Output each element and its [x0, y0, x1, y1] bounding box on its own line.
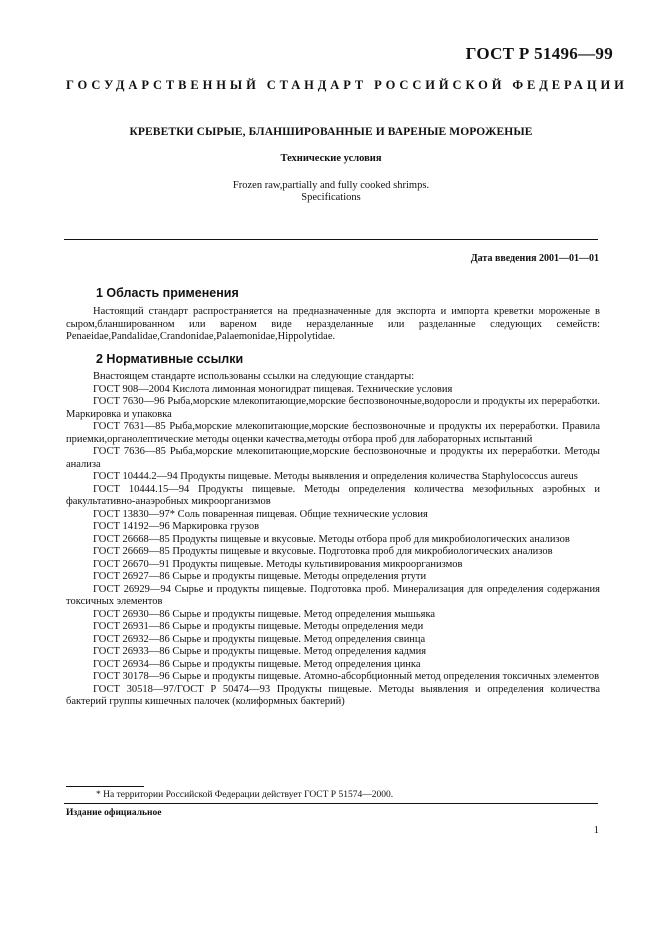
- reference-item: ГОСТ 10444.2—94 Продукты пищевые. Методы выявления и определения количества Staphylococcus aureus: [93, 471, 578, 482]
- section-1-text: Настоящий стандарт распространяется на предназначенные для экспорта и импорта креветки мороженые в сыром,бланшированном или вареном виде неразделанные или разделанные следующих семейств: Penaeidae,Pandalidae,Crandonidae,Palaemonidae,Hippolytidae.: [66, 306, 600, 342]
- footnote-divider: [66, 786, 144, 787]
- english-title-line2: Specifications: [301, 192, 361, 203]
- reference-item: ГОСТ 26669—85 Продукты пищевые и вкусовые. Подготовка проб для микробиологических анализов: [93, 546, 553, 557]
- reference-item: ГОСТ 26927—86 Сырье и продукты пищевые. Методы определения ртути: [93, 571, 427, 582]
- reference-item: ГОСТ 908—2004 Кислота лимонная моногидрат пищевая. Технические условия: [93, 383, 453, 395]
- english-title: [66, 180, 596, 204]
- section-1-heading: 1 Область применения: [96, 286, 239, 300]
- reference-item: ГОСТ 13830—97* Соль поваренная пищевая. Общие технические условия: [93, 508, 428, 520]
- references-intro: Внастоящем стандарте использованы ссылки на следующие стандарты:: [93, 371, 415, 382]
- reference-item: ГОСТ 26668—85 Продукты пищевые и вкусовые. Методы отбора проб для микробиологических анализов: [93, 533, 570, 545]
- reference-item: ГОСТ 26929—94 Сырье и продукты пищевые. Подготовка проб. Минерализация для определения содержания токсичных элементов: [66, 583, 600, 607]
- section-2-heading: 2 Нормативные ссылки: [96, 352, 244, 366]
- reference-item: ГОСТ 26932—86 Сырье и продукты пищевые. Метод определения свинца: [93, 633, 426, 645]
- reference-item: ГОСТ 10444.15—94 Продукты пищевые. Методы определения количества мезофильных аэробных и факультативно-анаэробных микроорганизмов: [66, 483, 600, 507]
- reference-item: ГОСТ 7636—85 Рыба,морские млекопитающие,морские беспозвоночные и продукты их переработки. Методы анализа: [66, 446, 600, 470]
- state-standard-banner: ГОСУДАРСТВЕННЫЙ СТАНДАРТ РОССИЙСКОЙ ФЕДЕРАЦИИ: [66, 78, 628, 92]
- reference-item: ГОСТ 26934—86 Сырье и продукты пищевые. Метод определения цинка: [93, 658, 421, 670]
- edition-label: Издание официальное: [66, 808, 162, 818]
- reference-item: ГОСТ 26931—86 Сырье и продукты пищевые. Методы определения меди: [93, 621, 424, 632]
- english-title-line1: Frozen raw,partially and fully cooked shrimps.: [232, 180, 430, 191]
- reference-item: ГОСТ 26930—86 Сырье и продукты пищевые. Метод определения мышьяка: [93, 608, 436, 620]
- reference-item: ГОСТ 30518—97/ГОСТ Р 50474—93 Продукты пищевые. Методы выявления и определения количества бактерий группы кишечных палочек (колиформных бактерий): [66, 683, 600, 707]
- reference-item: ГОСТ 26933—86 Сырье и продукты пищевые. Метод определения кадмия: [93, 646, 427, 657]
- document-title: КРЕВЕТКИ СЫРЫЕ, БЛАНШИРОВАННЫЕ И ВАРЕНЫЕ МОРОЖЕНЫЕ: [129, 126, 533, 138]
- edition-divider: [64, 803, 598, 804]
- title-divider: [64, 239, 598, 240]
- reference-item: ГОСТ 26670—91 Продукты пищевые. Методы культивирования микроорганизмов: [93, 558, 463, 570]
- reference-item: ГОСТ 14192—96 Маркировка грузов: [93, 521, 260, 532]
- document-subtitle: Технические условия: [280, 153, 382, 164]
- intro-date: Дата введения 2001—01—01: [470, 253, 599, 264]
- footnote: * На территории Российской Федерации действует ГОСТ Р 51574—2000.: [96, 790, 394, 800]
- page-number: 1: [593, 825, 599, 836]
- references-list: [66, 371, 600, 709]
- gost-code: ГОСТ Р 51496—99: [465, 44, 613, 63]
- reference-item: ГОСТ 7631—85 Рыба,морские млекопитающие,морские беспозвоночные и продукты их переработки. Правила приемки,органолептические методы оценки качества,методы отбора проб для лабораторных испытаний: [66, 421, 600, 445]
- reference-item: ГОСТ 30178—96 Сырье и продукты пищевые. Атомно-абсорбционный метод определения токсичных элементов: [93, 671, 600, 682]
- reference-item: ГОСТ 7630—96 Рыба,морские млекопитающие,морские беспозвоночные,водоросли и продукты их переработки. Маркировка и упаковка: [66, 396, 600, 420]
